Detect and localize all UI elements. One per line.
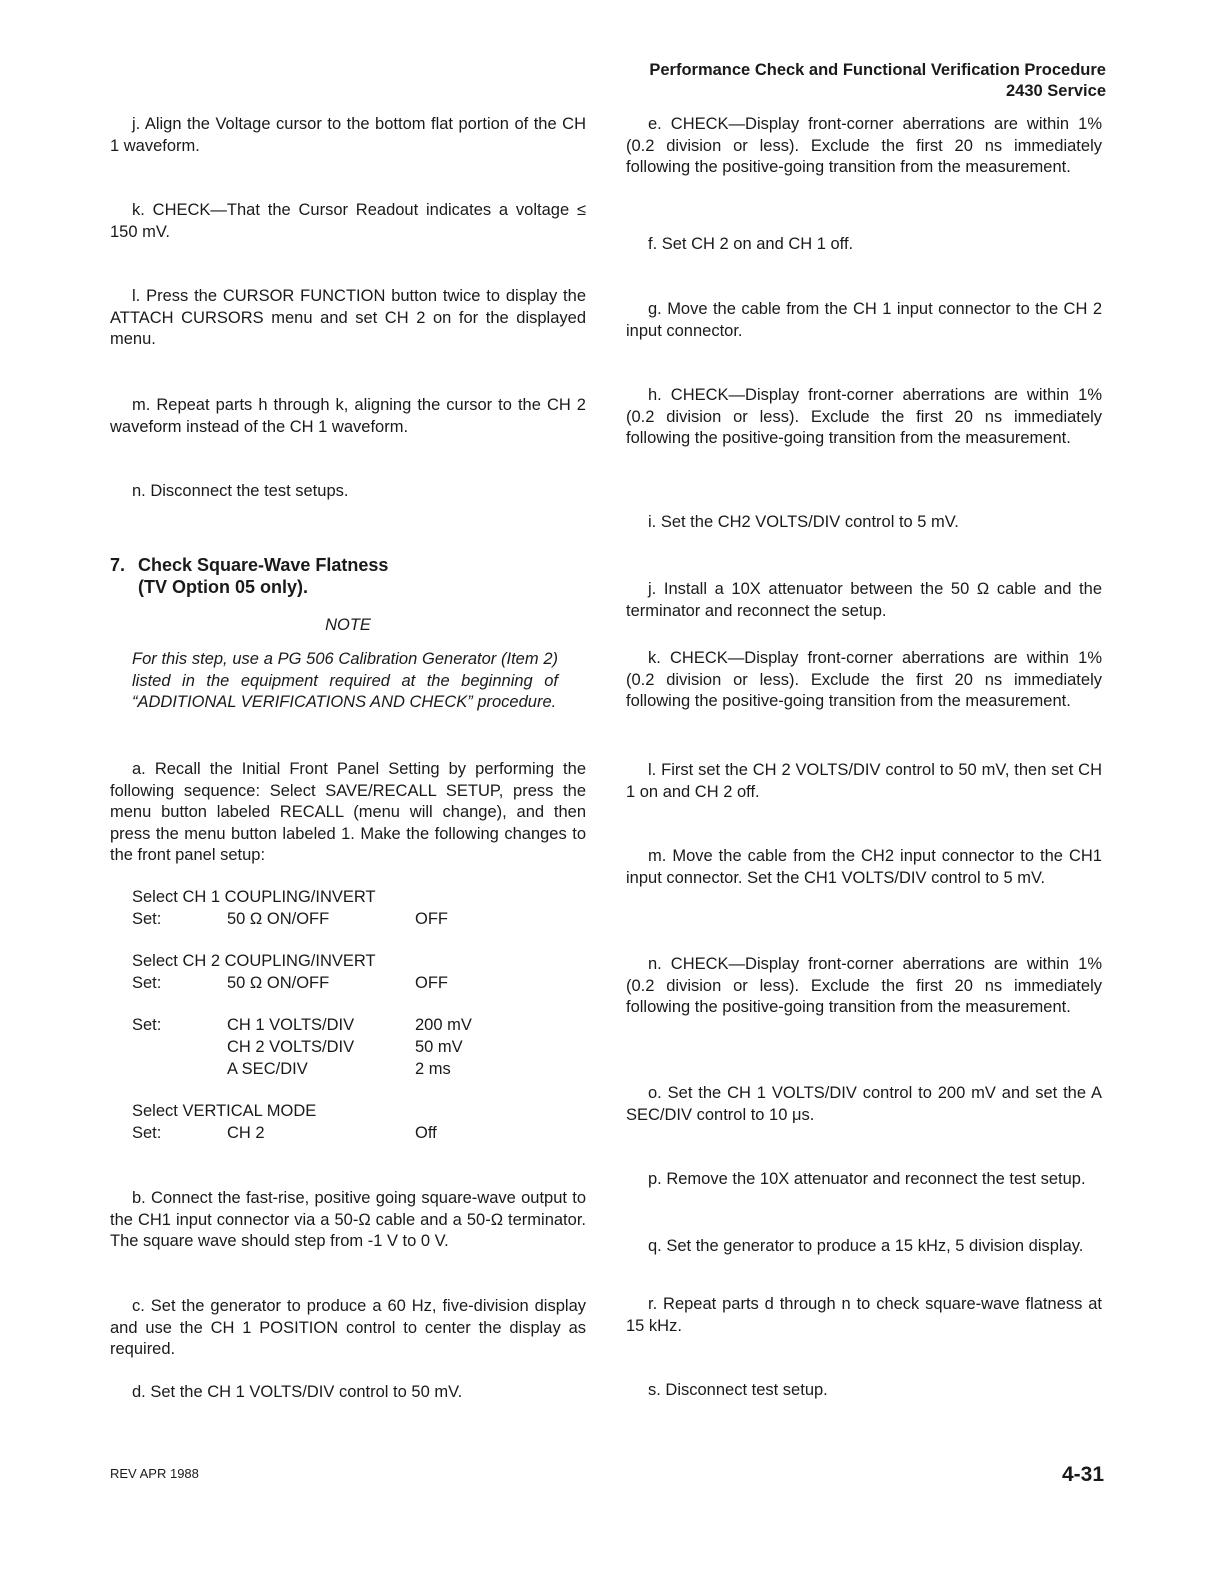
step-q: q. Set the generator to produce a 15 kHz, 5 division display. <box>648 1237 1084 1255</box>
section-heading <box>110 554 388 598</box>
step-c: c. Set the generator to produce a 60 Hz, five-division display and use the CH 1 POSITION control to center the display as required. <box>110 1297 586 1359</box>
setup-select-vertical: Select VERTICAL MODE <box>132 1102 317 1121</box>
running-header <box>649 60 1106 102</box>
step-k-right: k. CHECK—Display front-corner aberrations are within 1% (0.2 division or less). Exclude the first 20 ns immediately following the positive-going transition from the measurement. <box>626 649 1102 711</box>
step-m-right: m. Move the cable from the CH2 input connector to the CH1 input connector. Set the CH1 VOLTS/DIV control to 5 mV. <box>626 847 1102 887</box>
setup-select-ch1: Select CH 1 COUPLING/INVERT <box>132 888 376 906</box>
note-text: For this step, use a PG 506 Calibration Generator (Item 2) listed in the equipment required at the beginning of “ADDITIONAL VERIFICATIONS AND CHECK” procedure. <box>132 650 558 712</box>
step-a: a. Recall the Initial Front Panel Setting by performing the following sequence: Select SAVE/RECALL SETUP, press the menu button labeled RECALL (menu will change), and then press the menu button labeled 1. Make the following changes to the front panel setup: <box>110 760 586 865</box>
section-subtitle: (TV Option 05 only). <box>138 577 308 597</box>
setup-select-ch2: Select CH 2 COUPLING/INVERT <box>132 952 376 971</box>
step-l-right: l. First set the CH 2 VOLTS/DIV control to 50 mV, then set CH 1 on and CH 2 off. <box>626 761 1102 801</box>
step-n: n. Disconnect the test setups. <box>132 482 349 500</box>
header-title: Performance Check and Functional Verification Procedure <box>649 61 1106 79</box>
section-title: Check Square-Wave Flatness <box>138 555 389 575</box>
setup-row: Set: CH 1 VOLTS/DIV 200 mV <box>132 1016 472 1035</box>
note-title: NOTE <box>325 616 371 634</box>
setup-table <box>132 887 586 1144</box>
step-i: i. Set the CH2 VOLTS/DIV control to 5 mV. <box>648 513 959 531</box>
header-subtitle: 2430 Service <box>1005 82 1106 100</box>
step-j: j. Align the Voltage cursor to the bottom flat portion of the CH 1 waveform. <box>110 115 586 155</box>
setup-row: Set: 50 Ω ON/OFF OFF <box>132 909 448 928</box>
step-k: k. CHECK—That the Cursor Readout indicates a voltage ≤ 150 mV. <box>110 201 586 241</box>
step-l: l. Press the CURSOR FUNCTION button twice to display the ATTACH CURSORS menu and set CH 2 on for the displayed menu. <box>110 287 586 349</box>
setup-row: Set: CH 2 Off <box>132 1123 437 1142</box>
step-s: s. Disconnect test setup. <box>648 1381 828 1399</box>
step-h: h. CHECK—Display front-corner aberrations are within 1% (0.2 division or less). Exclude the first 20 ns immediately following the positive-going transition from the measurement. <box>626 386 1102 448</box>
step-f: f. Set CH 2 on and CH 1 off. <box>648 235 854 253</box>
step-n-right: n. CHECK—Display front-corner aberrations are within 1% (0.2 division or less). Exclude the first 20 ns immediately following the positive-going transition from the measurement. <box>626 955 1102 1017</box>
step-d: d. Set the CH 1 VOLTS/DIV control to 50 mV. <box>132 1383 463 1401</box>
revision-date: REV APR 1988 <box>110 1466 199 1481</box>
step-o: o. Set the CH 1 VOLTS/DIV control to 200 mV and set the A SEC/DIV control to 10 μs. <box>626 1084 1102 1124</box>
setup-row: Set: 50 Ω ON/OFF OFF <box>132 973 448 992</box>
step-m: m. Repeat parts h through k, aligning the cursor to the CH 2 waveform instead of the CH 1 waveform. <box>110 396 586 436</box>
step-b: b. Connect the fast-rise, positive going square-wave output to the CH1 input connector via a 50-Ω cable and a 50-Ω terminator. The square wave should step from -1 V to 0 V. <box>110 1189 586 1251</box>
step-g: g. Move the cable from the CH 1 input connector to the CH 2 input connector. <box>626 300 1102 340</box>
section-number: 7. <box>110 555 126 575</box>
setup-row: CH 2 VOLTS/DIV 50 mV <box>227 1037 463 1056</box>
step-e: e. CHECK—Display front-corner aberrations are within 1% (0.2 division or less). Exclude the first 20 ns immediately following the positive-going transition from the measurement. <box>626 115 1102 177</box>
step-p: p. Remove the 10X attenuator and reconnect the test setup. <box>648 1170 1086 1188</box>
step-r: r. Repeat parts d through n to check square-wave flatness at 15 kHz. <box>626 1295 1102 1335</box>
setup-row: A SEC/DIV 2 ms <box>227 1059 451 1078</box>
step-j-right: j. Install a 10X attenuator between the 50 Ω cable and the terminator and reconnect the setup. <box>626 580 1102 620</box>
page-number: 4-31 <box>1061 1463 1104 1486</box>
